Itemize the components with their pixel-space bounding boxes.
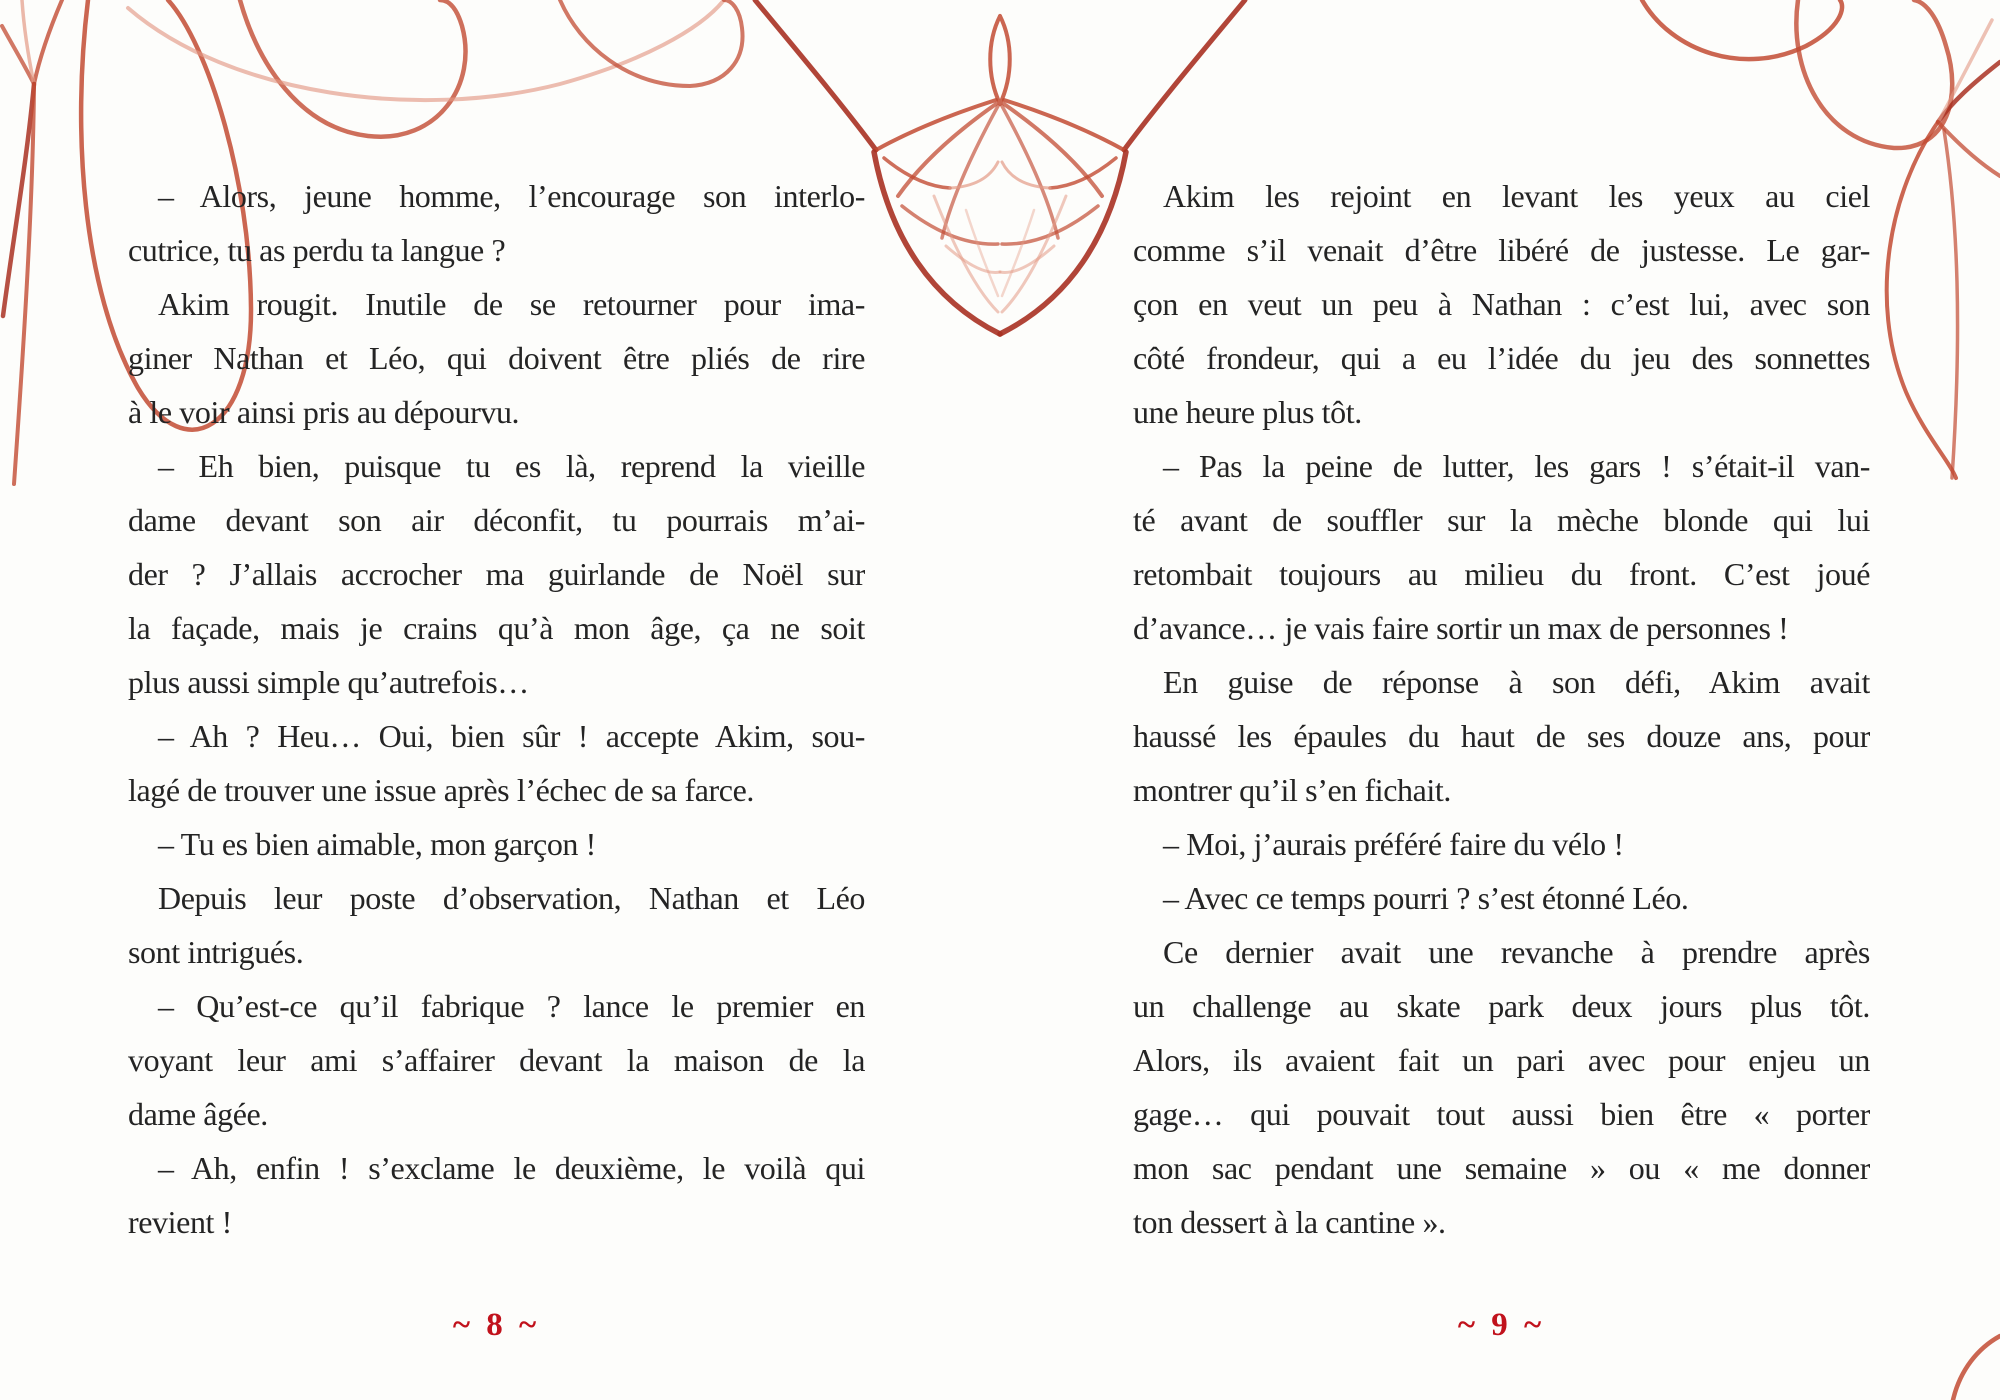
text-line: – Eh bien, puisque tu es là, reprend la vieille (158, 448, 865, 484)
text-line: ton dessert à la cantine ». (1133, 1204, 1446, 1240)
text-line: – Qu’est-ce qu’il fabrique ? lance le premier en (158, 988, 865, 1024)
text-line: côté frondeur, qui a eu l’idée du jeu des sonnettes (1133, 340, 1870, 376)
text-line: la façade, mais je crains qu’à mon âge, ça ne soit (128, 610, 865, 646)
text-line: dame âgée. (128, 1096, 268, 1132)
text-line: giner Nathan et Léo, qui doivent être pliés de rire (128, 340, 865, 376)
text-line: haussé les épaules du haut de ses douze ans, pour (1133, 718, 1870, 754)
text-line: revient ! (128, 1204, 232, 1240)
text-line: retombait toujours au milieu du front. C’est joué (1133, 556, 1870, 592)
text-line: cutrice, tu as perdu ta langue ? (128, 232, 506, 268)
text-line: – Moi, j’aurais préféré faire du vélo ! (1163, 826, 1624, 862)
text-line: lagé de trouver une issue après l’échec de sa farce. (128, 772, 754, 808)
text-line: – Pas la peine de lutter, les gars ! s’était-il van- (1163, 448, 1870, 484)
text-line: sont intrigués. (128, 934, 304, 970)
text-line: çon en veut un peu à Nathan : c’est lui, avec son (1133, 286, 1870, 322)
left-page-number: ~ 8 ~ (452, 1307, 541, 1343)
right-page-text (1133, 169, 1870, 1249)
text-line: té avant de souffler sur la mèche blonde qui lui (1133, 502, 1870, 538)
text-line: comme s’il venait d’être libéré de justesse. Le gar- (1133, 232, 1870, 268)
text-line: dame devant son air déconfit, tu pourrais m’ai- (128, 502, 865, 538)
text-line: – Ah ? Heu… Oui, bien sûr ! accepte Akim, sou- (158, 718, 865, 754)
text-line: à le voir ainsi pris au dépourvu. (128, 394, 520, 430)
corner-thread-illustration (1953, 1336, 2000, 1400)
text-line: – Tu es bien aimable, mon garçon ! (158, 826, 596, 862)
text-line: plus aussi simple qu’autrefois… (128, 664, 529, 700)
text-line: Akim rougit. Inutile de se retourner pour ima- (158, 286, 865, 322)
text-line: un challenge au skate park deux jours plus tôt. (1133, 988, 1870, 1024)
text-line: – Avec ce temps pourri ? s’est étonné Léo. (1163, 880, 1689, 916)
left-page-text (128, 169, 865, 1249)
text-line: montrer qu’il s’en fichait. (1133, 772, 1451, 808)
text-line: – Ah, enfin ! s’exclame le deuxième, le voilà qui (158, 1150, 865, 1186)
text-line: d’avance… je vais faire sortir un max de personnes ! (1133, 610, 1789, 646)
text-line: gage… qui pouvait tout aussi bien être « porter (1133, 1096, 1870, 1132)
text-line: une heure plus tôt. (1133, 394, 1362, 430)
text-line: mon sac pendant une semaine » ou « me donner (1133, 1150, 1870, 1186)
text-line: Ce dernier avait une revanche à prendre après (1163, 934, 1870, 970)
text-line: der ? J’allais accrocher ma guirlande de Noël sur (128, 556, 865, 592)
text-line: – Alors, jeune homme, l’encourage son interlo- (158, 178, 865, 214)
right-page-number: ~ 9 ~ (1457, 1307, 1546, 1343)
text-line: voyant leur ami s’affairer devant la maison de la (128, 1042, 865, 1078)
text-line: En guise de réponse à son défi, Akim avait (1163, 664, 1870, 700)
text-line: Depuis leur poste d’observation, Nathan et Léo (158, 880, 865, 916)
text-line: Akim les rejoint en levant les yeux au ciel (1163, 178, 1870, 214)
text-line: Alors, ils avaient fait un pari avec pour enjeu un (1133, 1042, 1870, 1078)
